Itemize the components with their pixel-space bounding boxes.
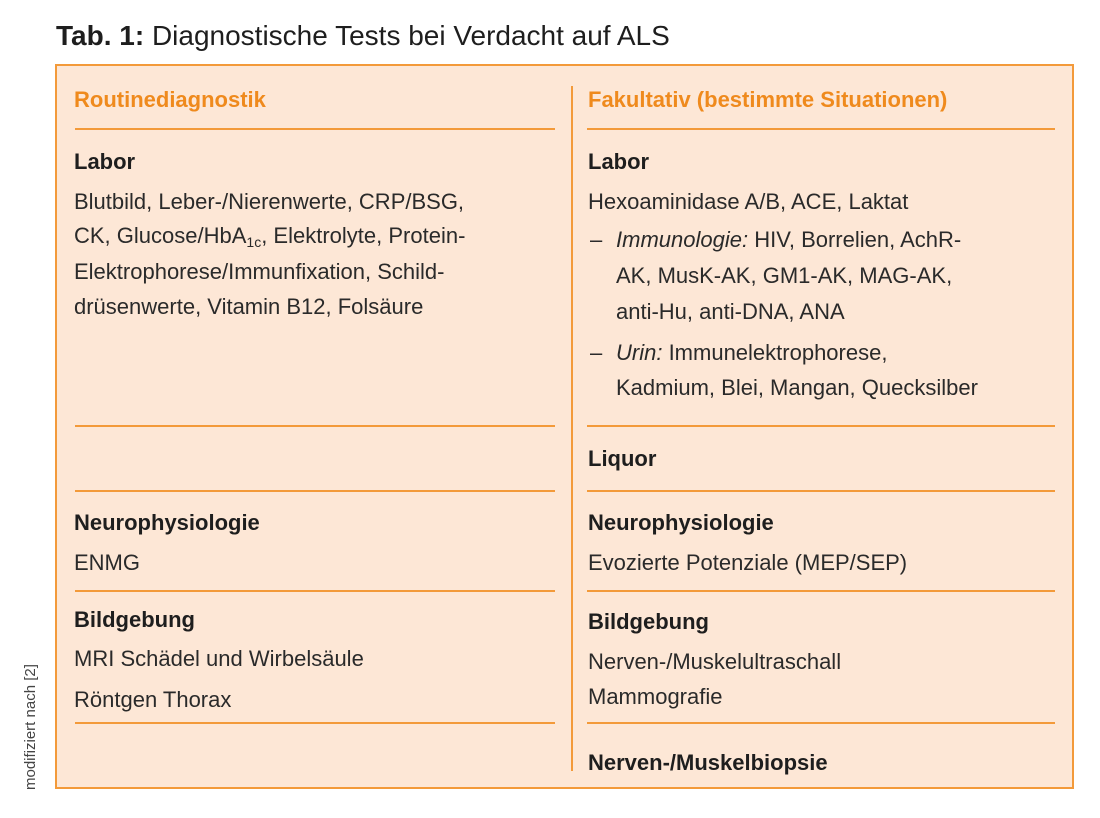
left-neuro-heading: Neurophysiologie bbox=[74, 510, 260, 535]
immunologie-text: HIV, Borrelien, AchR- bbox=[748, 227, 962, 252]
row-divider bbox=[587, 490, 1055, 492]
urin-line bbox=[616, 342, 887, 364]
left-labor-line bbox=[74, 223, 466, 250]
urin-text: Immunelektrophorese, bbox=[662, 340, 888, 365]
left-labor-line: drüsenwerte, Vitamin B12, Folsäure bbox=[74, 294, 424, 319]
immunologie-label: Immunologie: bbox=[616, 227, 749, 252]
right-labor-line: Hexoaminidase A/B, ACE, Laktat bbox=[588, 189, 909, 214]
immunologie-line: AK, MusK-AK, GM1-AK, MAG-AK, bbox=[616, 263, 953, 288]
row-divider bbox=[587, 590, 1055, 592]
table-title-prefix: Tab. 1: bbox=[56, 20, 145, 51]
row-divider bbox=[75, 490, 555, 492]
left-bild-line: MRI Schädel und Wirbelsäule bbox=[74, 646, 364, 671]
row-divider bbox=[587, 425, 1055, 427]
right-bild-line: Mammografie bbox=[588, 684, 723, 709]
urin-line: Kadmium, Blei, Mangan, Quecksilber bbox=[616, 375, 978, 400]
right-labor-heading: Labor bbox=[588, 149, 650, 174]
header-fakultativ: Fakultativ (bestimmte Situationen) bbox=[588, 87, 948, 112]
row-divider bbox=[75, 722, 555, 724]
table-title-text: Diagnostische Tests bei Verdacht auf ALS bbox=[151, 20, 670, 51]
right-liquor-heading: Liquor bbox=[588, 446, 657, 471]
column-divider bbox=[571, 86, 573, 771]
left-labor-text: CK, Glucose/HbA bbox=[74, 223, 247, 248]
row-divider bbox=[587, 128, 1055, 130]
left-labor-text: , Elektrolyte, Protein- bbox=[261, 223, 466, 248]
source-note: modifiziert nach [2] bbox=[22, 664, 39, 790]
left-labor-subscript: 1c bbox=[246, 234, 262, 250]
right-biopsie-heading: Nerven-/Muskelbiopsie bbox=[588, 750, 828, 775]
left-labor-heading: Labor bbox=[74, 149, 136, 174]
row-divider bbox=[75, 425, 555, 427]
right-bild-heading: Bildgebung bbox=[588, 609, 709, 634]
row-divider bbox=[587, 722, 1055, 724]
urin-label: Urin: bbox=[616, 340, 663, 365]
table-title bbox=[56, 20, 670, 52]
header-routinediagnostik: Routinediagnostik bbox=[74, 87, 266, 112]
row-divider bbox=[75, 128, 555, 130]
immunologie-line: anti-Hu, anti-DNA, ANA bbox=[616, 299, 845, 324]
row-divider bbox=[75, 590, 555, 592]
right-bild-line: Nerven-/Muskelultraschall bbox=[588, 649, 842, 674]
immunologie-dash: – bbox=[590, 227, 603, 252]
urin-dash: – bbox=[590, 340, 603, 365]
left-labor-line: Blutbild, Leber-/Nierenwerte, CRP/BSG, bbox=[74, 189, 465, 214]
left-labor-line: Elektrophorese/Immunfixation, Schild- bbox=[74, 259, 445, 284]
left-bild-line: Röntgen Thorax bbox=[74, 687, 232, 712]
immunologie-line bbox=[616, 229, 961, 251]
right-neuro-heading: Neurophysiologie bbox=[588, 510, 774, 535]
right-neuro-line: Evozierte Potenziale (MEP/SEP) bbox=[588, 550, 908, 575]
left-neuro-line: ENMG bbox=[74, 550, 140, 575]
left-bild-heading: Bildgebung bbox=[74, 607, 195, 632]
